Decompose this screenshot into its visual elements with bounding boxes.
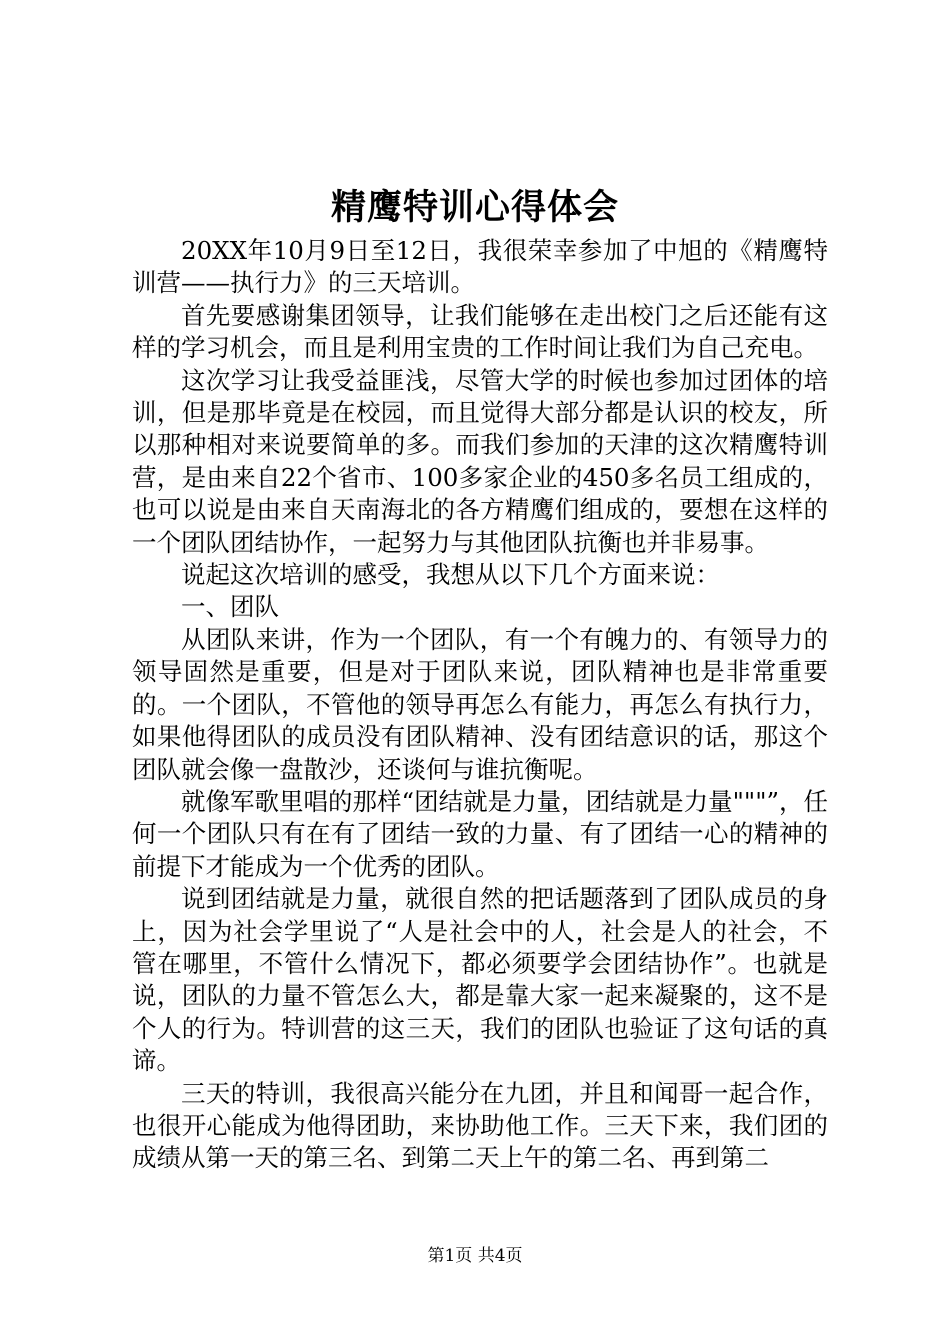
paragraph: 说起这次培训的感受，我想从以下几个方面来说： [181, 560, 720, 590]
paragraph: 说到团结就是力量，就很自然的把话题落到了团队成员的身上，因为社会学里说了“人是社会中的人，社会是人的社会，不管在哪里，不管什么情况下，都必须要学会团结协作”。也就是说，团队的力量不管怎么大，都是靠大家一起来凝聚的，这不是个人的行为。特训营的这三天，我们的团队也验证了这句话的真谛。 [132, 884, 828, 1076]
page-footer: 第1页 共4页 [427, 1246, 523, 1266]
paragraph: 就像军歌里唱的那样“团结就是力量，团结就是力量"""”，任何一个团队只有在有了团结一致的力量、有了团结一心的精神的前提下才能成为一个优秀的团队。 [132, 786, 828, 881]
paragraph: 首先要感谢集团领导，让我们能够在走出校门之后还能有这样的学习机会，而且是利用宝贵的工作时间让我们为自己充电。 [132, 300, 828, 363]
paragraph: 三天的特训，我很高兴能分在九团，并且和闻哥一起合作，也很开心能成为他得团助，来协助他工作。三天下来，我们团的成绩从第一天的第三名、到第二天上午的第二名、再到第二 [132, 1078, 828, 1173]
section-heading: 一、团队 [181, 592, 279, 622]
paragraph: 从团队来讲，作为一个团队，有一个有魄力的、有领导力的领导固然是重要，但是对于团队来说，团队精神也是非常重要的。一个团队，不管他的领导再怎么有能力，再怎么有执行力，如果他得团队的成员没有团队精神、没有团结意识的话，那这个团队就会像一盘散沙，还谈何与谁抗衡呢。 [132, 624, 828, 784]
paragraph: 20XX年10月9日至12日，我很荣幸参加了中旭的《精鹰特训营——执行力》的三天培训。 [132, 236, 828, 298]
paragraph: 这次学习让我受益匪浅，尽管大学的时候也参加过团体的培训，但是那毕竟是在校园，而且觉得大部分都是认识的校友，所以那种相对来说要简单的多。而我们参加的天津的这次精鹰特训营，是由来自22个省市、100多家企业的450多名员工组成的，也可以说是由来自天南海北的各方精鹰们组成的，要想在这样的一个团队团结协作，一起努力与其他团队抗衡也并非易事。 [132, 365, 828, 557]
document-body [132, 235, 828, 1175]
document-title: 精鹰特训心得体会 [330, 187, 619, 228]
